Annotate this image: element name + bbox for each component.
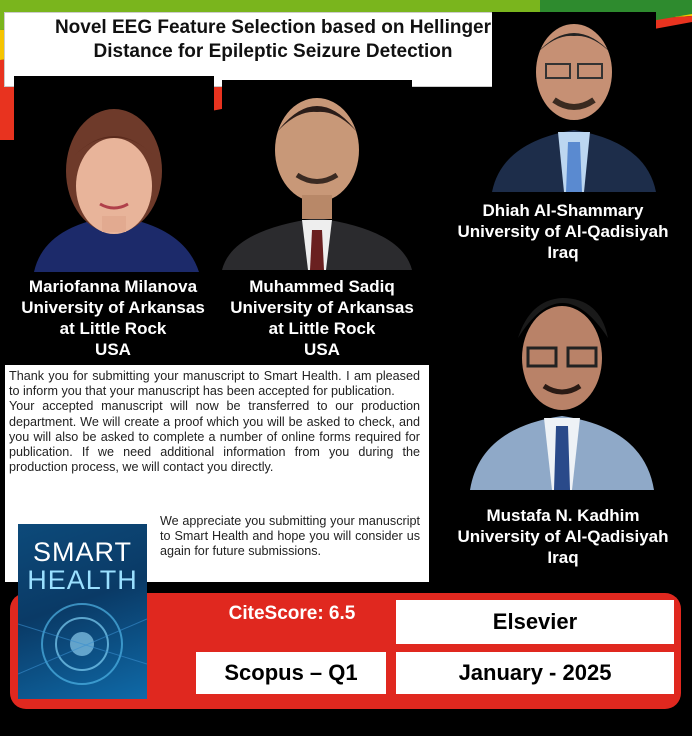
author-country: Iraq [547, 243, 579, 262]
portrait-woman-image [14, 76, 214, 272]
portrait-man-suit-image [222, 80, 412, 270]
author-affiliation-line2: at Little Rock [268, 319, 376, 338]
author-card-kadhim [440, 505, 686, 568]
author-country: USA [304, 340, 340, 359]
author-name: Muhammed Sadiq [249, 277, 395, 296]
author-photo-kadhim [470, 268, 654, 490]
author-photo-alshammary [492, 12, 656, 192]
author-photo-milanova [14, 76, 214, 272]
journal-cover-image [18, 524, 147, 699]
author-country: Iraq [547, 548, 579, 567]
publication-date: January - 2025 [458, 660, 612, 685]
author-affiliation-line2: at Little Rock [59, 319, 167, 338]
author-card-sadiq [216, 276, 428, 360]
author-affiliation: University of Arkansas [21, 298, 205, 317]
scopus-quartile: Scopus – Q1 [224, 660, 358, 685]
date-box [396, 652, 674, 694]
publisher-box [396, 600, 674, 644]
author-affiliation: University of Al-Qadisiyah [457, 222, 669, 241]
author-name: Mariofanna Milanova [28, 277, 198, 296]
letter-paragraph-3: We appreciate you submitting your manuscript to Smart Health and hope you will consider us again for future submissions. [160, 514, 420, 559]
author-affiliation: University of Al-Qadisiyah [457, 527, 669, 546]
author-card-alshammary [440, 200, 686, 263]
portrait-man-blue-suit-image [470, 268, 654, 490]
author-affiliation: University of Arkansas [230, 298, 414, 317]
letter-paragraph-2: Your accepted manuscript will now be transferred to our production department. We will create a proof which you will be asked to check, and you will also be asked to complete a number of online forms required for publication. If we need additional information from you during the production process, we will contact you directly. [9, 399, 420, 475]
author-name: Dhiah Al-Shammary [482, 201, 644, 220]
paper-title-line1: Novel EEG Feature Selection based on Hellinger [54, 17, 492, 38]
author-card-milanova [10, 276, 216, 360]
scopus-box [196, 652, 386, 694]
acceptance-letter-text [9, 369, 420, 475]
portrait-man-glasses-image [492, 12, 656, 192]
paper-title [4, 16, 542, 64]
author-photo-sadiq [222, 80, 412, 270]
paper-title-line2: Distance for Epileptic Seizure Detection [93, 41, 453, 62]
author-name: Mustafa N. Kadhim [486, 506, 640, 525]
journal-cover-title: SMART HEALTH [27, 537, 138, 595]
author-country: USA [95, 340, 131, 359]
publisher-name: Elsevier [492, 609, 578, 634]
letter-paragraph-1: Thank you for submitting your manuscript to Smart Health. I am pleased to inform you that your manuscript has been accepted for publication. [9, 369, 420, 399]
citescore-label: CiteScore: 6.5 [228, 603, 356, 624]
